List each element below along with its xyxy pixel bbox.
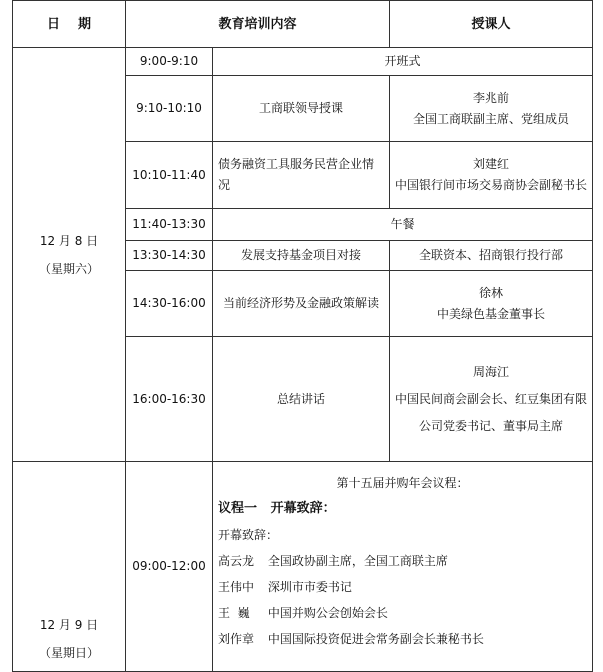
agenda-speaker-name: 高云龙 [218, 554, 255, 568]
agenda-speaker [218, 600, 587, 626]
opening-ceremony: 开班式 [213, 48, 593, 76]
agenda-speaker-title: 中国并购公会创始会长 [267, 606, 388, 620]
agenda-speaker [218, 574, 587, 600]
agenda-speaker-name: 王伟中 [218, 580, 255, 594]
day1-date: 12 月 8 日 [39, 233, 99, 248]
speaker-cell [390, 142, 593, 209]
time-cell: 09:00-12:00 [126, 462, 213, 672]
content-cell: 工商联领导授课 [213, 76, 390, 142]
speaker-title: 中美绿色基金董事长 [437, 306, 546, 321]
agenda-speaker-title: 中国国际投资促进会常务副会长兼秘书长 [267, 632, 484, 646]
agenda-speaker-title: 全国政协副主席，全国工商联主席 [267, 554, 448, 568]
table-row [13, 48, 593, 76]
speaker-title: 中国银行间市场交易商协会副秘书长 [395, 178, 588, 192]
content-cell: 发展支持基金项目对接 [213, 241, 390, 271]
header-content: 教育培训内容 [126, 1, 390, 48]
speaker-title: 全国工商联副主席、党组成员 [413, 111, 570, 126]
speaker-cell: 全联资本、招商银行投行部 [390, 241, 593, 271]
header-speaker: 授课人 [390, 1, 593, 48]
agenda-speaker-name: 刘作章 [218, 632, 255, 646]
day2-date: 12 月 9 日 [39, 618, 99, 632]
schedule-table [12, 0, 593, 672]
speaker-cell [390, 337, 593, 462]
speaker-name: 刘建红 [473, 157, 510, 171]
day1-date-cell [13, 48, 126, 462]
content-cell: 当前经济形势及金融政策解读 [213, 271, 390, 337]
agenda-speaker [218, 548, 587, 574]
agenda-section-1: 议程一 开幕致辞： [218, 501, 336, 516]
day1-weekday: （星期六） [38, 261, 99, 276]
header-row [13, 1, 593, 48]
time-cell: 9:10-10:10 [126, 76, 213, 142]
agenda-speaker-name: 王 巍 [218, 606, 250, 620]
time-cell: 16:00-16:30 [126, 337, 213, 462]
time-cell: 14:30-16:00 [126, 271, 213, 337]
speaker-name: 徐林 [479, 285, 504, 300]
content-cell: 总结讲话 [213, 337, 390, 462]
header-date: 日 期 [13, 1, 126, 48]
time-cell: 9:00-9:10 [126, 48, 213, 76]
speaker-cell [390, 76, 593, 142]
content-cell: 债务融资工具服务民营企业情况 [213, 142, 390, 209]
agenda-title: 第十五届并购年会议程： [336, 476, 469, 490]
speaker-cell [390, 271, 593, 337]
time-cell: 13:30-14:30 [126, 241, 213, 271]
speaker-title: 中国民间商会副会长、红豆集团有限公司党委书记、董事局主席 [395, 391, 588, 433]
table-row [13, 462, 593, 672]
speaker-name: 周海江 [473, 364, 510, 379]
agenda-speaker [218, 626, 587, 652]
day2-date-cell [13, 462, 126, 672]
lunch-cell: 午餐 [213, 209, 593, 241]
speaker-name: 李兆前 [473, 90, 510, 105]
time-cell: 10:10-11:40 [126, 142, 213, 209]
agenda-speaker-title: 深圳市市委书记 [267, 580, 352, 594]
agenda-subheading: 开幕致辞： [218, 528, 279, 542]
time-cell: 11:40-13:30 [126, 209, 213, 241]
day2-weekday: （星期日） [38, 646, 99, 660]
agenda-cell [213, 462, 593, 672]
